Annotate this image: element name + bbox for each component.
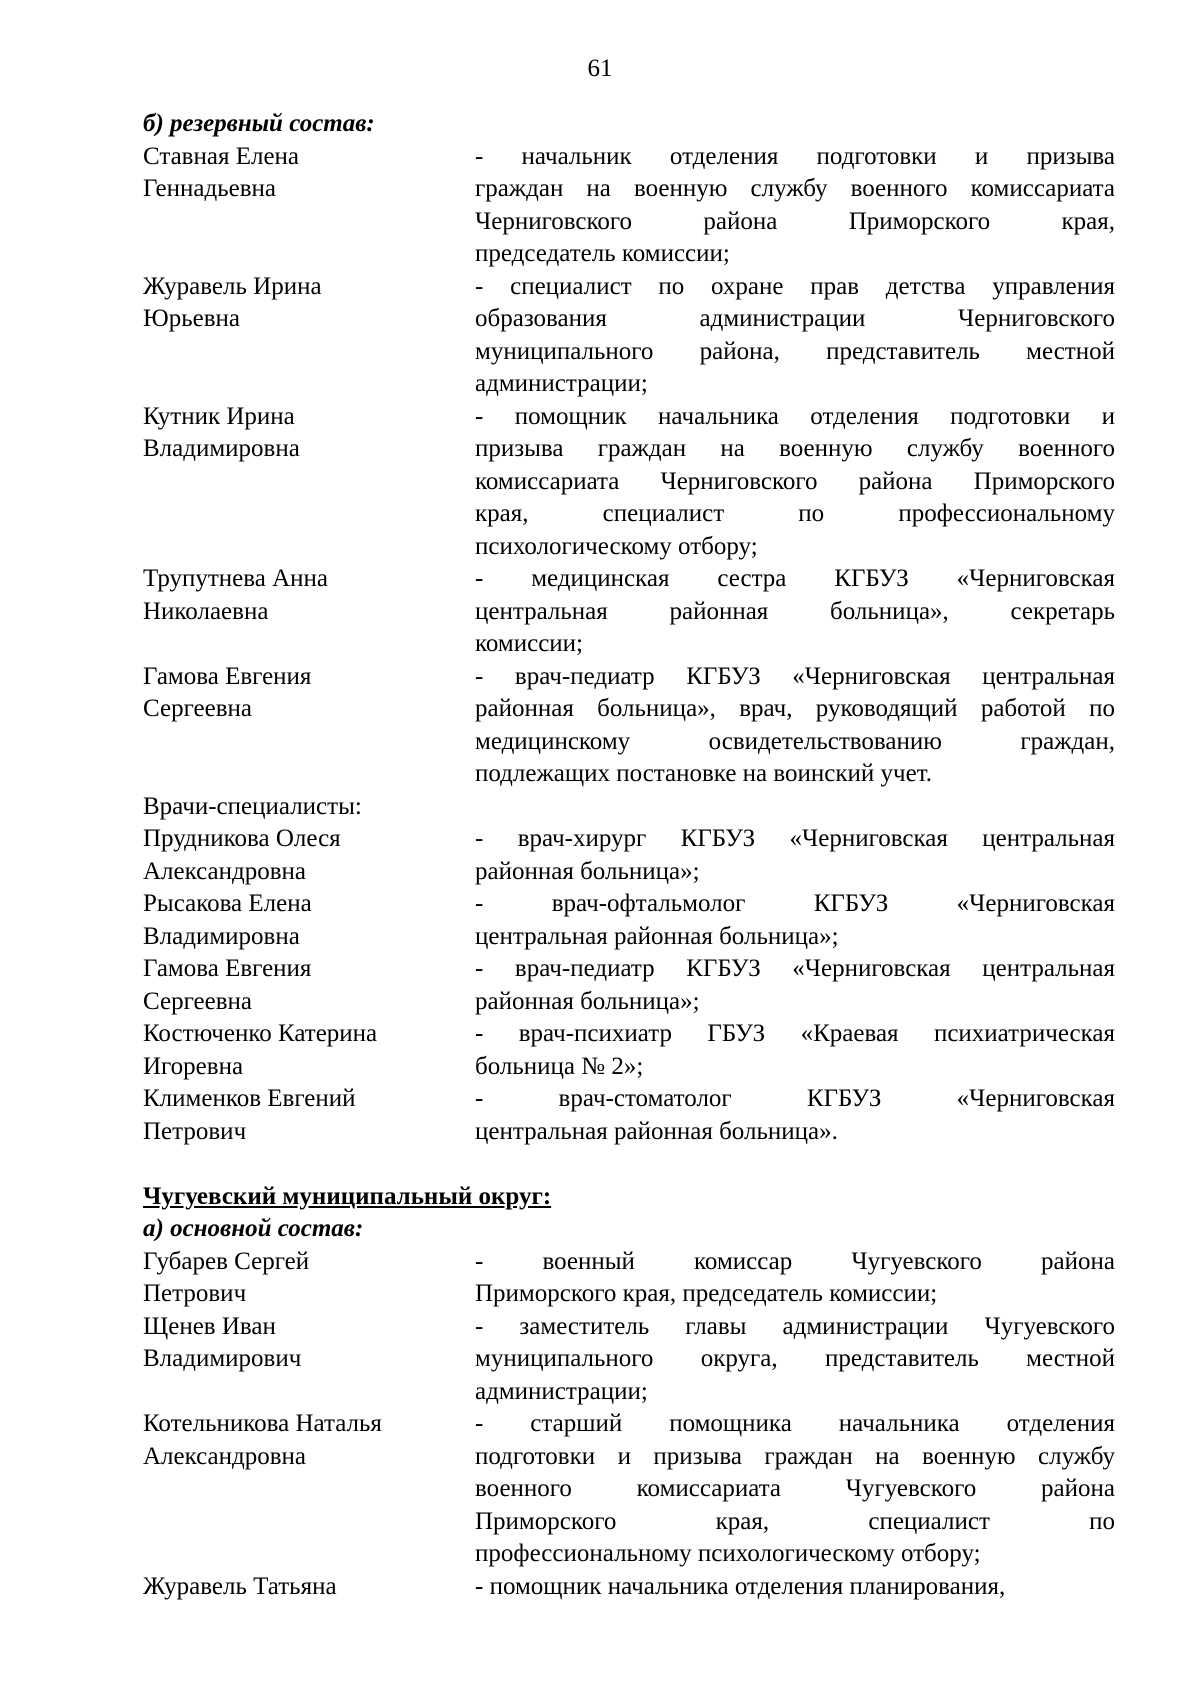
committee-member xyxy=(143,661,1115,791)
member-role xyxy=(475,271,1115,401)
member-name xyxy=(143,823,475,888)
member-name-line: Журавель Ирина xyxy=(143,272,322,300)
committee-member xyxy=(143,401,1115,564)
member-role-line: военного комиссариата Чугуевского района xyxy=(475,1475,1115,1502)
member-name xyxy=(143,271,475,401)
member-role-line: подготовки и призыва граждан на военную службу xyxy=(475,1442,1115,1470)
member-role-line: - помощник начальника отделения планирования, xyxy=(475,1572,1006,1600)
member-role-line: - старший помощника начальника отделения xyxy=(475,1410,1115,1437)
member-name-line: Юрьевна xyxy=(143,305,240,332)
member-role-line: администрации; xyxy=(475,370,648,397)
member-name xyxy=(143,1083,475,1148)
member-name-line: Ставная Елена xyxy=(143,142,300,170)
member-name-line: Прудникова Олеся xyxy=(143,825,341,852)
member-role-line: профессиональному психологическому отбору; xyxy=(475,1540,981,1567)
member-role-line: - специалист по охране прав детства управления xyxy=(475,272,1115,300)
member-role-line: - врач-психиатр ГБУЗ «Краевая психиатрическая xyxy=(475,1020,1115,1047)
member-role xyxy=(475,661,1115,791)
member-name-line: Петрович xyxy=(143,1117,247,1145)
member-role-line: администрации; xyxy=(475,1377,648,1405)
member-name-line: Губарев Сергей xyxy=(143,1247,310,1275)
member-role-line: центральная районная больница». xyxy=(475,1117,838,1145)
specialist-member xyxy=(143,1083,1115,1148)
member-role-line: - врач-стоматолог КГБУЗ «Черниговская xyxy=(475,1085,1115,1112)
member-role xyxy=(475,401,1115,564)
member-role-line: - врач-педиатр КГБУЗ «Черниговская центральная xyxy=(475,955,1115,982)
specialists-list xyxy=(143,823,1115,1148)
member-name-line: Игоревна xyxy=(143,1052,244,1080)
specialists-label: Врачи-специалисты: xyxy=(143,792,362,820)
member-role-line: - врач-хирург КГБУЗ «Черниговская центральная xyxy=(475,825,1115,852)
committee-member xyxy=(143,141,1115,271)
member-name-line: Петрович xyxy=(143,1280,247,1307)
chuguevsky-members-list xyxy=(143,1246,1115,1604)
member-name xyxy=(143,563,475,661)
committee-member xyxy=(143,271,1115,401)
member-name-line: Щенев Иван xyxy=(143,1312,276,1340)
member-name-line: Владимировна xyxy=(143,922,300,950)
committee-member xyxy=(143,563,1115,661)
member-name-line: Костюченко Катерина xyxy=(143,1020,378,1047)
member-role-line: районная больница»; xyxy=(475,987,700,1015)
member-role-line: комиссии; xyxy=(475,630,583,657)
member-name-line: Сергеевна xyxy=(143,695,252,722)
specialist-member xyxy=(143,1018,1115,1083)
member-role-line: муниципального района, представитель местной xyxy=(475,337,1115,365)
member-name-line: Владимировна xyxy=(143,435,300,462)
member-role xyxy=(475,1311,1115,1409)
member-name xyxy=(143,661,475,791)
member-name xyxy=(143,141,475,271)
specialist-member xyxy=(143,888,1115,953)
member-name xyxy=(143,1246,475,1311)
member-role-line: центральная районная больница», секретарь xyxy=(475,597,1115,625)
member-name-line: Владимирович xyxy=(143,1345,302,1372)
member-name xyxy=(143,1408,475,1571)
member-name-line: Рысакова Елена xyxy=(143,890,312,917)
specialist-member xyxy=(143,953,1115,1018)
member-name xyxy=(143,888,475,953)
member-name-line: Трупутнева Анна xyxy=(143,565,328,592)
member-role-line: больница № 2»; xyxy=(475,1052,644,1080)
member-role-line: - военный комиссар Чугуевского района xyxy=(475,1247,1115,1275)
member-role-line: - помощник начальника отделения подготовки и xyxy=(475,402,1115,430)
member-role-line: - медицинская сестра КГБУЗ «Черниговская xyxy=(475,565,1115,592)
member-role xyxy=(475,1246,1115,1311)
member-role-line: - врач-офтальмолог КГБУЗ «Черниговская xyxy=(475,890,1115,917)
member-role-line: районная больница», врач, руководящий работой по xyxy=(475,695,1115,722)
member-role-line: - начальник отделения подготовки и призыва xyxy=(475,142,1115,170)
member-role-line: - врач-педиатр КГБУЗ «Черниговская центральная xyxy=(475,662,1115,690)
member-role-line: председатель комиссии; xyxy=(475,240,730,267)
reserve-members-list xyxy=(143,141,1115,791)
member-role xyxy=(475,563,1115,661)
member-name xyxy=(143,1018,475,1083)
member-name-line: Котельникова Наталья xyxy=(143,1410,382,1437)
member-name-line: Гамова Евгения xyxy=(143,955,312,982)
member-role xyxy=(475,888,1115,953)
member-role xyxy=(475,1571,1115,1604)
member-name-line: Николаевна xyxy=(143,597,269,625)
member-role-line: муниципального округа, представитель местной xyxy=(475,1345,1115,1372)
document-body xyxy=(143,108,1115,1603)
member-role-line: - заместитель главы администрации Чугуевского xyxy=(475,1312,1115,1340)
member-role-line: граждан на военную службу военного комиссариата xyxy=(475,175,1115,202)
member-name-line: Александровна xyxy=(143,1442,307,1470)
district-heading: Чугуевский муниципальный округ: xyxy=(143,1182,552,1210)
member-name xyxy=(143,1311,475,1409)
member-role-line: психологическому отбору; xyxy=(475,532,758,560)
member-name-line: Александровна xyxy=(143,857,307,885)
section-gap xyxy=(143,1148,1115,1181)
member-role-line: районная больница»; xyxy=(475,857,700,885)
specialist-member xyxy=(143,823,1115,888)
member-role-line: призыва граждан на военную службу военного xyxy=(475,435,1115,462)
member-name-line: Геннадьевна xyxy=(143,175,276,202)
member-role xyxy=(475,953,1115,1018)
page-number: 61 xyxy=(587,55,613,82)
member-name xyxy=(143,1571,475,1604)
member-name-line: Кутник Ирина xyxy=(143,402,295,430)
main-composition-heading: а) основной состав: xyxy=(143,1215,364,1242)
member-role-line: Приморского края, специалист по xyxy=(475,1507,1115,1535)
member-role-line: края, специалист по профессиональному xyxy=(475,500,1115,527)
member-role xyxy=(475,1408,1115,1571)
committee-member xyxy=(143,1408,1115,1571)
member-name-line: Журавель Татьяна xyxy=(143,1572,337,1600)
member-role-line: Приморского края, председатель комиссии; xyxy=(475,1280,938,1307)
member-name xyxy=(143,401,475,564)
member-name-line: Гамова Евгения xyxy=(143,662,312,690)
member-name xyxy=(143,953,475,1018)
member-role-line: комиссариата Черниговского района Приморского xyxy=(475,467,1115,495)
committee-member xyxy=(143,1571,1115,1604)
member-role xyxy=(475,1083,1115,1148)
reserve-heading: б) резервный состав: xyxy=(143,110,375,137)
member-role-line: Черниговского района Приморского края, xyxy=(475,207,1115,235)
member-role xyxy=(475,1018,1115,1083)
committee-member xyxy=(143,1311,1115,1409)
member-role-line: медицинскому освидетельствованию граждан, xyxy=(475,727,1115,755)
member-role-line: центральная районная больница»; xyxy=(475,922,839,950)
member-name-line: Клименков Евгений xyxy=(143,1085,356,1112)
member-role-line: подлежащих постановке на воинский учет. xyxy=(475,760,933,787)
member-role xyxy=(475,141,1115,271)
member-name-line: Сергеевна xyxy=(143,987,252,1015)
member-role xyxy=(475,823,1115,888)
committee-member xyxy=(143,1246,1115,1311)
member-role-line: образования администрации Черниговского xyxy=(475,305,1115,332)
